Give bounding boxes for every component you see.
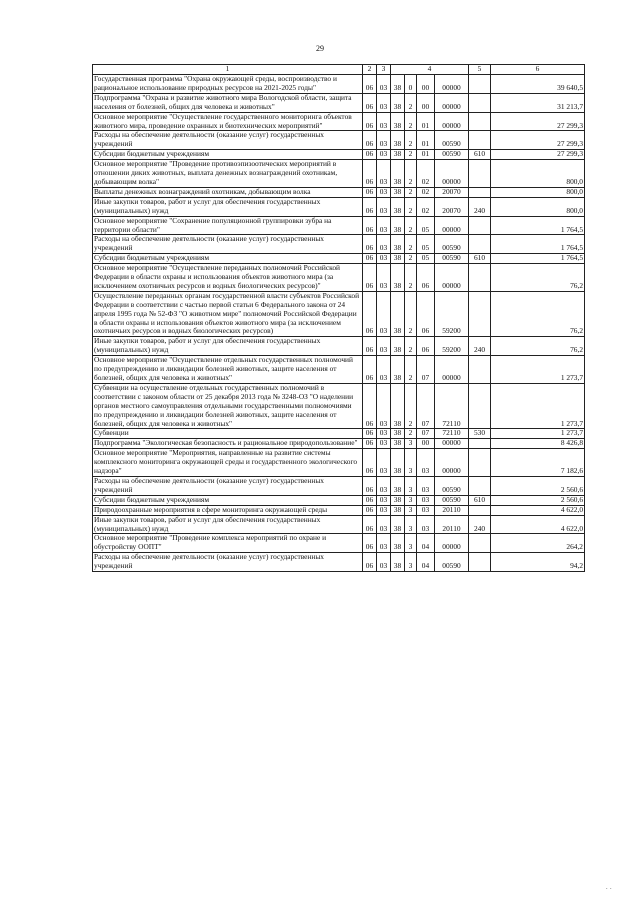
row-name: Подпрограмма "Охрана и развитие животного мира Вологодской области, защита населения от болезней, общих для человека и животных" (93, 93, 363, 112)
row-target-4: 00590 (435, 254, 469, 264)
table-row (93, 383, 585, 429)
row-amount: 264,2 (491, 534, 585, 553)
row-section: 03 (377, 264, 391, 292)
table-row (93, 131, 585, 150)
row-target-1: 38 (391, 160, 405, 188)
row-amount: 1 764,5 (491, 235, 585, 254)
header-col-5: 5 (469, 65, 491, 75)
row-ved: 06 (363, 160, 377, 188)
row-ved: 06 (363, 337, 377, 356)
row-target-2: 2 (405, 160, 417, 188)
row-name: Расходы на обеспечение деятельности (оказание услуг) государственных учреждений (93, 476, 363, 495)
row-amount: 1 764,5 (491, 254, 585, 264)
row-section: 03 (377, 383, 391, 429)
row-name: Субсидии бюджетным учреждениям (93, 495, 363, 505)
table-row (93, 235, 585, 254)
row-target-4: 00000 (435, 216, 469, 235)
table-row (93, 429, 585, 439)
row-target-1: 38 (391, 553, 405, 572)
row-section: 03 (377, 93, 391, 112)
row-target-4: 20110 (435, 515, 469, 534)
row-target-3: 04 (417, 534, 435, 553)
row-target-1: 38 (391, 534, 405, 553)
row-name: Природоохранные мероприятия в сфере мониторинга окружающей среды (93, 505, 363, 515)
row-ved: 06 (363, 254, 377, 264)
row-amount: 27 299,3 (491, 150, 585, 160)
row-expense-type (469, 553, 491, 572)
table-row (93, 439, 585, 449)
table-row (93, 93, 585, 112)
row-expense-type (469, 505, 491, 515)
row-target-4: 59200 (435, 291, 469, 337)
row-ved: 06 (363, 534, 377, 553)
row-section: 03 (377, 291, 391, 337)
row-target-3: 06 (417, 337, 435, 356)
row-ved: 06 (363, 131, 377, 150)
row-target-2: 2 (405, 291, 417, 337)
row-target-2: 2 (405, 112, 417, 131)
row-ved: 06 (363, 197, 377, 216)
row-target-3: 04 (417, 553, 435, 572)
row-target-4: 00000 (435, 160, 469, 188)
row-expense-type (469, 383, 491, 429)
table-row (93, 264, 585, 292)
row-name: Субсидии бюджетным учреждениям (93, 150, 363, 160)
table-row (93, 337, 585, 356)
row-amount: 1 764,5 (491, 216, 585, 235)
row-expense-type (469, 264, 491, 292)
row-target-1: 38 (391, 75, 405, 94)
row-ved: 06 (363, 112, 377, 131)
row-target-4: 00000 (435, 112, 469, 131)
table-row (93, 216, 585, 235)
row-target-3: 05 (417, 254, 435, 264)
row-ved: 06 (363, 150, 377, 160)
row-target-2: 3 (405, 495, 417, 505)
row-target-4: 00000 (435, 356, 469, 384)
table-row (93, 112, 585, 131)
row-amount: 1 273,7 (491, 429, 585, 439)
row-ved: 06 (363, 495, 377, 505)
row-name: Расходы на обеспечение деятельности (оказание услуг) государственных учреждений (93, 553, 363, 572)
row-target-1: 38 (391, 187, 405, 197)
row-amount: 39 640,5 (491, 75, 585, 94)
row-expense-type (469, 75, 491, 94)
row-target-3: 01 (417, 112, 435, 131)
row-expense-type (469, 534, 491, 553)
row-target-1: 38 (391, 495, 405, 505)
budget-table (92, 64, 585, 572)
table-row (93, 476, 585, 495)
table-row (93, 254, 585, 264)
row-target-3: 01 (417, 131, 435, 150)
row-ved: 06 (363, 429, 377, 439)
row-target-2: 2 (405, 264, 417, 292)
row-target-1: 38 (391, 439, 405, 449)
row-target-4: 00000 (435, 264, 469, 292)
row-target-4: 00590 (435, 495, 469, 505)
row-target-3: 00 (417, 439, 435, 449)
row-section: 03 (377, 150, 391, 160)
row-section: 03 (377, 187, 391, 197)
row-ved: 06 (363, 93, 377, 112)
row-section: 03 (377, 553, 391, 572)
header-col-2: 2 (363, 65, 377, 75)
row-section: 03 (377, 160, 391, 188)
row-target-3: 05 (417, 216, 435, 235)
row-expense-type (469, 112, 491, 131)
row-expense-type: 530 (469, 429, 491, 439)
row-name: Субвенции (93, 429, 363, 439)
row-target-3: 02 (417, 197, 435, 216)
row-target-2: 2 (405, 216, 417, 235)
row-ved: 06 (363, 476, 377, 495)
row-section: 03 (377, 515, 391, 534)
row-target-4: 00000 (435, 93, 469, 112)
row-amount: 800,0 (491, 187, 585, 197)
row-section: 03 (377, 235, 391, 254)
row-section: 03 (377, 131, 391, 150)
row-target-3: 07 (417, 383, 435, 429)
row-target-4: 00000 (435, 534, 469, 553)
row-expense-type (469, 476, 491, 495)
row-target-2: 2 (405, 235, 417, 254)
row-ved: 06 (363, 264, 377, 292)
row-amount: 1 273,7 (491, 383, 585, 429)
row-target-2: 3 (405, 515, 417, 534)
header-col-6: 6 (491, 65, 585, 75)
table-row (93, 150, 585, 160)
row-target-2: 2 (405, 93, 417, 112)
row-target-2: 2 (405, 131, 417, 150)
row-ved: 06 (363, 235, 377, 254)
row-target-1: 38 (391, 235, 405, 254)
row-target-4: 72110 (435, 429, 469, 439)
corner-mark: · · (605, 885, 612, 893)
row-target-4: 00590 (435, 553, 469, 572)
row-expense-type (469, 131, 491, 150)
row-name: Расходы на обеспечение деятельности (оказание услуг) государственных учреждений (93, 131, 363, 150)
row-target-4: 72110 (435, 383, 469, 429)
row-name: Основное мероприятие "Мероприятия, направленные на развитие системы комплексного мониторинга окружающей среды и государственного экологического надзора" (93, 449, 363, 477)
header-col-4: 4 (391, 65, 469, 75)
row-target-1: 38 (391, 197, 405, 216)
row-expense-type: 610 (469, 254, 491, 264)
row-section: 03 (377, 439, 391, 449)
row-amount: 76,2 (491, 264, 585, 292)
row-ved: 06 (363, 291, 377, 337)
row-target-3: 00 (417, 93, 435, 112)
row-expense-type (469, 160, 491, 188)
row-expense-type: 240 (469, 337, 491, 356)
row-target-3: 02 (417, 187, 435, 197)
row-target-4: 00590 (435, 150, 469, 160)
header-row (93, 65, 585, 75)
row-ved: 06 (363, 439, 377, 449)
row-target-3: 07 (417, 356, 435, 384)
row-target-1: 38 (391, 356, 405, 384)
row-name: Осуществление переданных органам государственной власти субъектов Российской Федерации в соответствии с частью первой статьи 6 Федерального закона от 24 апреля 1995 года № 52-ФЗ "О животном мире" полномочий Российской Федерации в области охраны и использования объектов животного мира (за исключением охотничьих ресурсов и водных биологических ресурсов) (93, 291, 363, 337)
row-target-3: 03 (417, 505, 435, 515)
row-ved: 06 (363, 356, 377, 384)
row-target-1: 38 (391, 216, 405, 235)
row-target-2: 2 (405, 187, 417, 197)
row-amount: 7 182,6 (491, 449, 585, 477)
row-section: 03 (377, 254, 391, 264)
row-expense-type (469, 187, 491, 197)
row-expense-type: 240 (469, 515, 491, 534)
row-target-2: 2 (405, 337, 417, 356)
row-section: 03 (377, 216, 391, 235)
row-name: Иные закупки товаров, работ и услуг для обеспечения государственных (муниципальных) нужд (93, 515, 363, 534)
row-target-2: 3 (405, 449, 417, 477)
row-target-1: 38 (391, 383, 405, 429)
table-row (93, 160, 585, 188)
table-row (93, 534, 585, 553)
row-expense-type: 610 (469, 150, 491, 160)
table-row (93, 197, 585, 216)
row-name: Основное мероприятие "Осуществление отдельных государственных полномочий по предупреждению и ликвидации болезней животных, защите населения от болезней, общих для человека и животных" (93, 356, 363, 384)
row-expense-type (469, 216, 491, 235)
row-name: Основное мероприятие "Сохранение популяционной группировки зубра на территории области" (93, 216, 363, 235)
row-expense-type: 610 (469, 495, 491, 505)
row-section: 03 (377, 197, 391, 216)
row-target-3: 03 (417, 476, 435, 495)
row-ved: 06 (363, 515, 377, 534)
row-expense-type: 240 (469, 197, 491, 216)
row-target-1: 38 (391, 254, 405, 264)
row-target-3: 03 (417, 449, 435, 477)
row-target-3: 07 (417, 429, 435, 439)
row-ved: 06 (363, 216, 377, 235)
row-target-2: 2 (405, 254, 417, 264)
row-target-3: 05 (417, 235, 435, 254)
row-section: 03 (377, 75, 391, 94)
row-amount: 800,0 (491, 160, 585, 188)
row-target-4: 00590 (435, 476, 469, 495)
row-target-4: 00000 (435, 439, 469, 449)
row-target-1: 38 (391, 429, 405, 439)
table-row (93, 449, 585, 477)
row-name: Государственная программа "Охрана окружающей среды, воспроизводство и рациональное использование природных ресурсов на 2021-2025 годы" (93, 75, 363, 94)
table-row (93, 187, 585, 197)
row-target-4: 20110 (435, 505, 469, 515)
row-target-2: 2 (405, 197, 417, 216)
row-amount: 76,2 (491, 337, 585, 356)
row-ved: 06 (363, 187, 377, 197)
row-name: Основное мероприятие "Проведение комплекса мероприятий по охране и обустройству ООПТ" (93, 534, 363, 553)
row-amount: 27 299,3 (491, 112, 585, 131)
row-amount: 4 622,0 (491, 515, 585, 534)
row-amount: 31 213,7 (491, 93, 585, 112)
row-expense-type (469, 235, 491, 254)
row-target-4: 00590 (435, 235, 469, 254)
row-target-1: 38 (391, 337, 405, 356)
row-target-3: 03 (417, 495, 435, 505)
row-target-1: 38 (391, 131, 405, 150)
table-row (93, 75, 585, 94)
row-target-1: 38 (391, 93, 405, 112)
row-target-2: 0 (405, 75, 417, 94)
row-section: 03 (377, 534, 391, 553)
row-name: Субсидии бюджетным учреждениям (93, 254, 363, 264)
row-expense-type (469, 356, 491, 384)
row-name: Выплаты денежных вознаграждений охотникам, добывающим волка (93, 187, 363, 197)
row-name: Основное мероприятие "Осуществление переданных полномочий Российской Федерации в области охраны и использования объектов животного мира (за исключением охотничьих ресурсов и водных биологических ресурсов)" (93, 264, 363, 292)
row-target-3: 00 (417, 75, 435, 94)
row-target-2: 3 (405, 505, 417, 515)
table-row (93, 553, 585, 572)
row-section: 03 (377, 476, 391, 495)
row-amount: 1 273,7 (491, 356, 585, 384)
row-target-2: 2 (405, 383, 417, 429)
row-name: Иные закупки товаров, работ и услуг для обеспечения государственных (муниципальных) нужд (93, 337, 363, 356)
row-target-1: 38 (391, 291, 405, 337)
row-expense-type (469, 449, 491, 477)
table-body (93, 75, 585, 572)
row-amount: 94,2 (491, 553, 585, 572)
row-name: Основное мероприятие "Осуществление государственного мониторинга объектов животного мира, проведение охранных и биотехнических мероприятий" (93, 112, 363, 131)
row-target-2: 3 (405, 476, 417, 495)
row-ved: 06 (363, 75, 377, 94)
row-target-4: 59200 (435, 337, 469, 356)
page-number: 29 (316, 44, 324, 53)
row-ved: 06 (363, 553, 377, 572)
row-section: 03 (377, 356, 391, 384)
table-row (93, 505, 585, 515)
header-col-3: 3 (377, 65, 391, 75)
row-ved: 06 (363, 449, 377, 477)
row-target-2: 2 (405, 356, 417, 384)
row-amount: 8 426,8 (491, 439, 585, 449)
row-target-2: 2 (405, 429, 417, 439)
row-target-3: 06 (417, 291, 435, 337)
row-name: Подпрограмма "Экологическая безопасность и рациональное природопользование" (93, 439, 363, 449)
row-target-3: 02 (417, 160, 435, 188)
row-target-1: 38 (391, 505, 405, 515)
row-target-3: 06 (417, 264, 435, 292)
table-row (93, 515, 585, 534)
row-ved: 06 (363, 505, 377, 515)
row-target-1: 38 (391, 112, 405, 131)
row-target-1: 38 (391, 264, 405, 292)
row-target-1: 38 (391, 515, 405, 534)
row-expense-type (469, 93, 491, 112)
row-target-3: 01 (417, 150, 435, 160)
row-amount: 800,0 (491, 197, 585, 216)
table-row (93, 291, 585, 337)
table-row (93, 356, 585, 384)
row-amount: 76,2 (491, 291, 585, 337)
row-target-4: 00000 (435, 75, 469, 94)
row-amount: 2 560,6 (491, 476, 585, 495)
row-expense-type (469, 291, 491, 337)
row-section: 03 (377, 505, 391, 515)
row-name: Основное мероприятие "Проведение противоэпизоотических мероприятий в отношении диких животных, выплата денежных вознаграждений охотникам, добывающим волка" (93, 160, 363, 188)
row-name: Иные закупки товаров, работ и услуг для обеспечения государственных (муниципальных) нужд (93, 197, 363, 216)
row-target-2: 2 (405, 150, 417, 160)
row-target-1: 38 (391, 476, 405, 495)
row-target-4: 00590 (435, 131, 469, 150)
row-target-1: 38 (391, 150, 405, 160)
row-target-2: 3 (405, 534, 417, 553)
row-section: 03 (377, 112, 391, 131)
row-target-2: 3 (405, 553, 417, 572)
row-expense-type (469, 439, 491, 449)
row-section: 03 (377, 495, 391, 505)
row-target-4: 00000 (435, 449, 469, 477)
row-name: Расходы на обеспечение деятельности (оказание услуг) государственных учреждений (93, 235, 363, 254)
row-section: 03 (377, 337, 391, 356)
row-target-1: 38 (391, 449, 405, 477)
header-col-1: 1 (93, 65, 363, 75)
row-section: 03 (377, 449, 391, 477)
row-amount: 4 622,0 (491, 505, 585, 515)
row-amount: 2 560,6 (491, 495, 585, 505)
row-amount: 27 299,3 (491, 131, 585, 150)
table-row (93, 495, 585, 505)
row-target-4: 20070 (435, 197, 469, 216)
row-target-2: 3 (405, 439, 417, 449)
row-name: Субвенции на осуществление отдельных государственных полномочий в соответствии с законом области от 25 декабря 2013 года № 3248-ОЗ "О наделении органов местного самоуправления отдельными государственными полномочиями по предупреждению и ликвидации болезней животных, защите населения от болезней, общих для человека и животных" (93, 383, 363, 429)
row-target-3: 03 (417, 515, 435, 534)
row-target-4: 20070 (435, 187, 469, 197)
row-section: 03 (377, 429, 391, 439)
row-ved: 06 (363, 383, 377, 429)
